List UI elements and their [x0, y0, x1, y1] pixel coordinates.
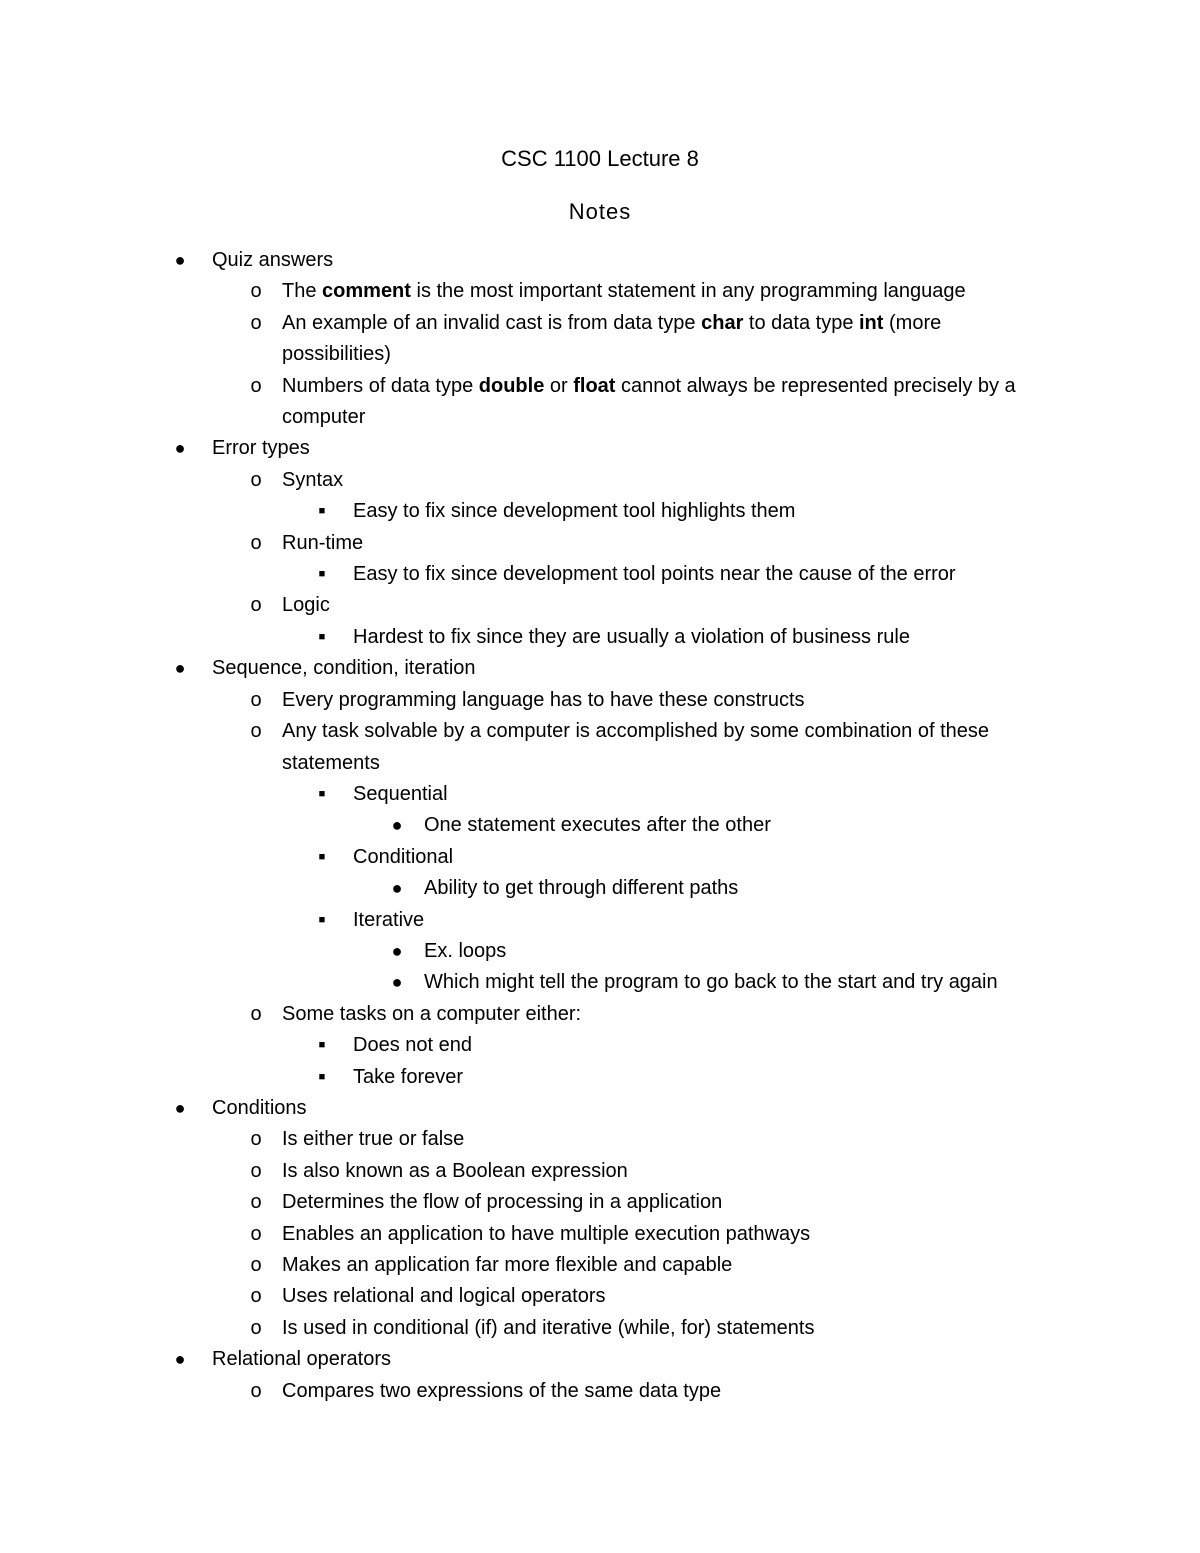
list-item: ● Conditions [0, 1093, 1200, 1124]
list-item: o An example of an invalid cast is from data type char to data type int (more possibilities) [0, 308, 1054, 371]
list-item: o Any task solvable by a computer is accomplished by some combination of these statements [0, 716, 1054, 779]
circle-bullet-icon: o [250, 1254, 262, 1276]
list-item: ● Error types [0, 433, 1200, 464]
list-item: ■ Easy to fix since development tool points near the cause of the error [0, 559, 1200, 590]
circle-bullet-icon: o [250, 374, 262, 397]
list-item: o Syntax [0, 465, 1200, 496]
list-item: o Run-time [0, 528, 1200, 559]
circle-bullet-icon: o [250, 1002, 262, 1025]
list-item: ● Which might tell the program to go back to the start and try again [0, 967, 1200, 998]
list-item: o Is either true or false [0, 1124, 1200, 1155]
circle-bullet-icon: o [250, 1222, 262, 1245]
list-item: o The comment is the most important statement in any programming language [0, 276, 1200, 307]
circle-bullet-icon: o [250, 1379, 262, 1402]
bullet-icon: ● [391, 878, 403, 899]
list-item: ■ Hardest to fix since they are usually a violation of business rule [0, 622, 1200, 653]
notes-list [0, 245, 1200, 1407]
document-title: CSC 1100 Lecture 8 [501, 146, 699, 171]
bullet-icon: ● [391, 940, 403, 961]
square-bullet-icon: ■ [318, 568, 326, 581]
list-item: o Logic [0, 590, 1200, 621]
square-bullet-icon: ■ [318, 1039, 326, 1052]
square-bullet-icon: ■ [318, 787, 326, 800]
list-item: o Enables an application to have multiple execution pathways [0, 1219, 1200, 1250]
bullet-icon: ● [174, 658, 186, 679]
list-item: ■ Iterative [0, 905, 1200, 936]
list-item: o Numbers of data type double or float cannot always be represented precisely by a computer [0, 371, 1054, 434]
circle-bullet-icon: o [250, 311, 262, 334]
list-item: ■ Sequential [0, 779, 1200, 810]
bullet-icon: ● [174, 1097, 186, 1118]
list-item: ● Ability to get through different paths [0, 873, 1200, 904]
square-bullet-icon: ■ [318, 630, 326, 643]
circle-bullet-icon: o [250, 720, 262, 743]
list-item: ● Ex. loops [0, 936, 1200, 967]
square-bullet-icon: ■ [318, 505, 326, 518]
list-item: o Uses relational and logical operators [0, 1281, 1200, 1312]
circle-bullet-icon: o [250, 1285, 262, 1308]
list-item: ● One statement executes after the other [0, 810, 1200, 841]
document-subtitle: Notes [568, 199, 632, 224]
square-bullet-icon: ■ [318, 1070, 326, 1083]
list-item: ■ Conditional [0, 842, 1200, 873]
list-item: ■ Easy to fix since development tool highlights them [0, 496, 1200, 527]
list-item: o Makes an application far more flexible and capable [0, 1250, 1200, 1281]
circle-bullet-icon: o [250, 1316, 262, 1339]
list-item: ● Sequence, condition, iteration [0, 653, 1200, 684]
list-item: o Is used in conditional (if) and iterative (while, for) statements [0, 1313, 1200, 1344]
bullet-icon: ● [174, 438, 186, 459]
circle-bullet-icon: o [250, 1128, 262, 1151]
circle-bullet-icon: o [250, 531, 262, 554]
list-item: o Determines the flow of processing in a application [0, 1187, 1200, 1218]
circle-bullet-icon: o [250, 468, 262, 491]
circle-bullet-icon: o [250, 1191, 262, 1214]
list-item: ■ Take forever [0, 1062, 1200, 1093]
list-item: ● Relational operators [0, 1344, 1200, 1375]
list-item: o Every programming language has to have these constructs [0, 685, 1200, 716]
list-item: ● Quiz answers [0, 245, 1200, 276]
bullet-icon: ● [391, 815, 403, 836]
list-item: o Is also known as a Boolean expression [0, 1156, 1200, 1187]
circle-bullet-icon: o [250, 280, 262, 303]
bullet-icon: ● [391, 972, 403, 993]
circle-bullet-icon: o [250, 594, 262, 617]
list-item: ■ Does not end [0, 1030, 1200, 1061]
square-bullet-icon: ■ [318, 913, 326, 926]
list-item: o Compares two expressions of the same data type [0, 1376, 1200, 1407]
circle-bullet-icon: o [250, 688, 262, 711]
list-item: o Some tasks on a computer either: [0, 999, 1200, 1030]
bullet-icon: ● [174, 250, 186, 270]
circle-bullet-icon: o [250, 1159, 262, 1182]
bullet-icon: ● [174, 1349, 186, 1370]
square-bullet-icon: ■ [318, 850, 326, 863]
